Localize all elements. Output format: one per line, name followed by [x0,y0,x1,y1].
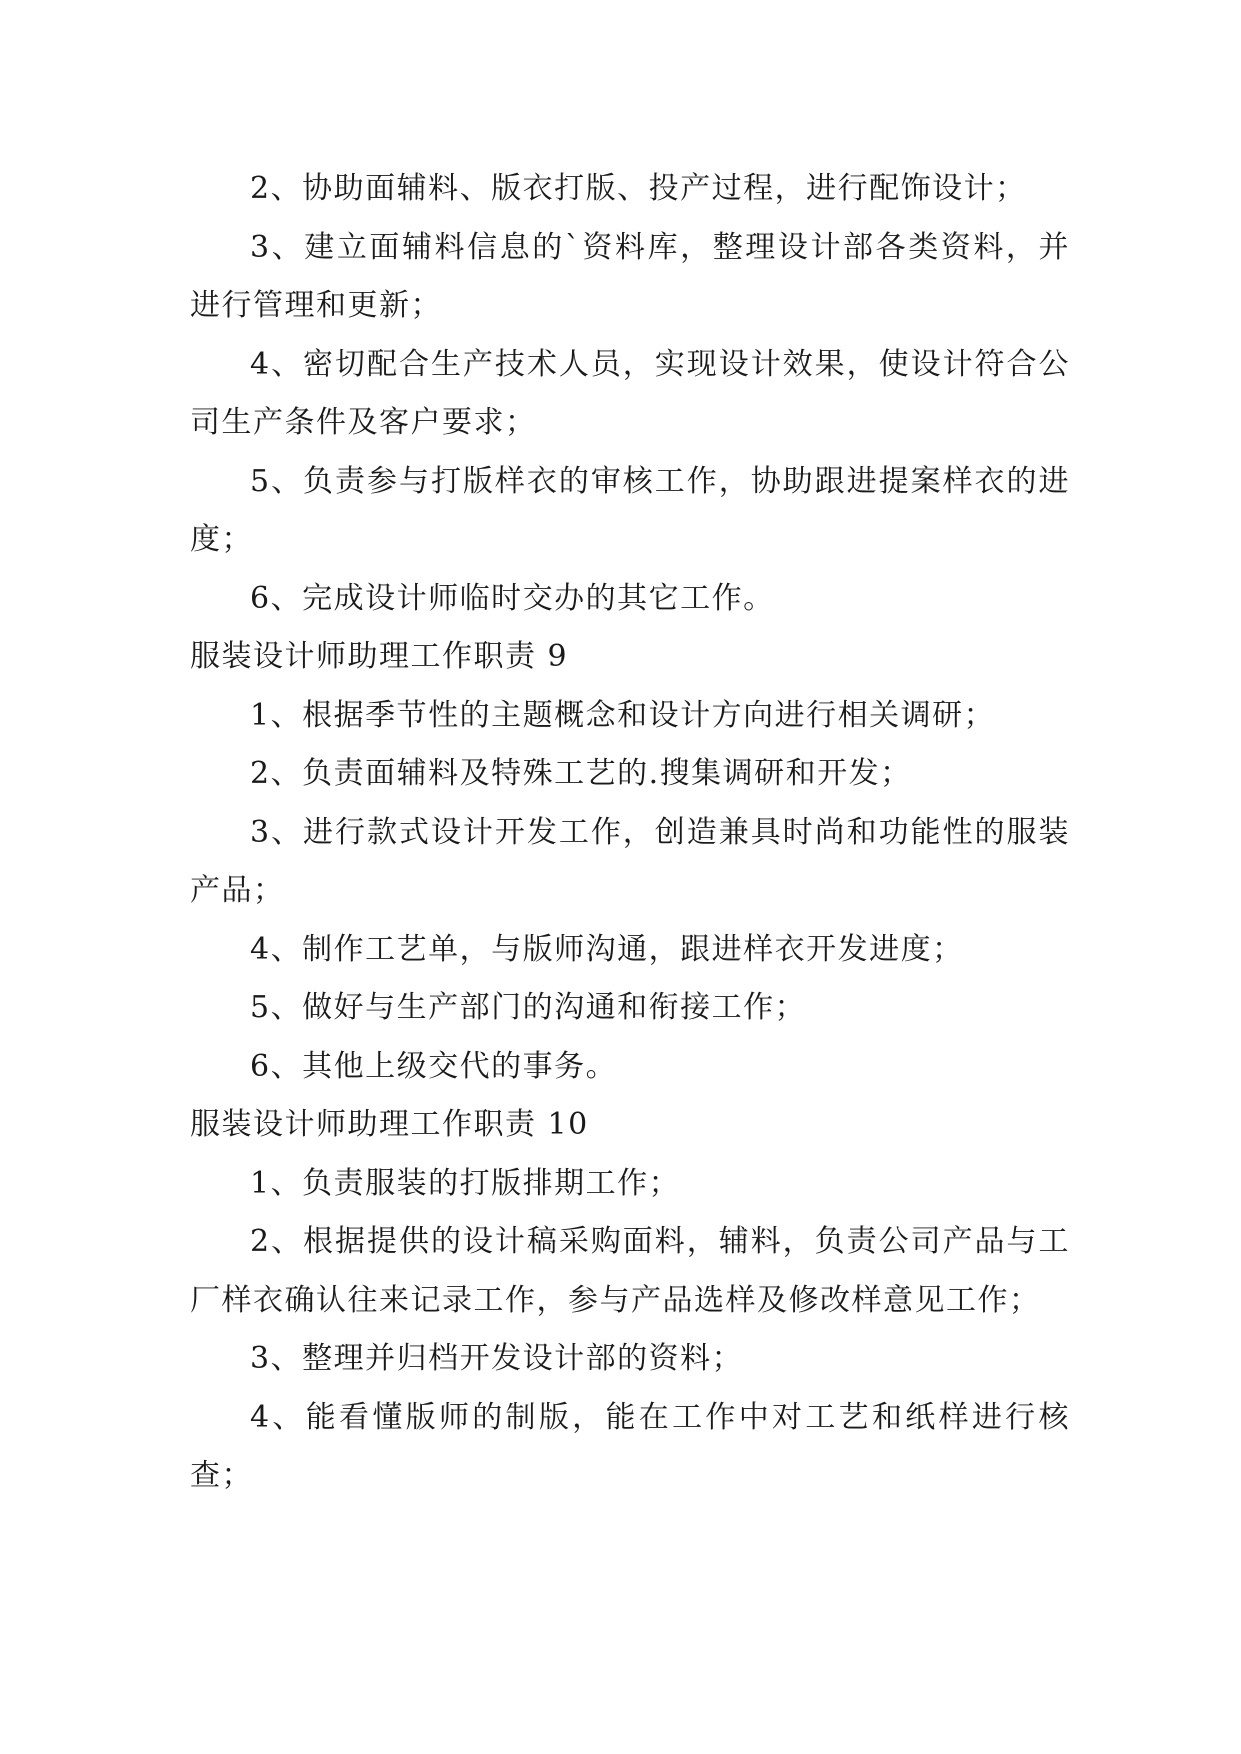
document-body [190,160,1070,1506]
section-heading-9: 服装设计师助理工作职责 9 [190,639,569,674]
list-item: 5、做好与生产部门的沟通和衔接工作； [250,990,807,1025]
paragraph: 6、完成设计师临时交办的其它工作。 [250,580,775,616]
list-item: 2、负责面辅料及特殊工艺的.搜集调研和开发； [250,756,912,791]
list-item: 3、进行款式设计开发工作，创造兼具时尚和功能性的服装产品； [190,814,1070,908]
section-heading-10: 服装设计师助理工作职责 10 [190,1107,589,1142]
list-item: 3、整理并归档开发设计部的资料； [250,1341,744,1376]
paragraph: 4、密切配合生产技术人员，实现设计效果，使设计符合公司生产条件及客户要求； [190,346,1070,440]
paragraph: 5、负责参与打版样衣的审核工作，协助跟进提案样衣的进度； [190,463,1070,557]
list-item: 4、能看懂版师的制版，能在工作中对工艺和纸样进行核查； [190,1399,1070,1493]
list-item: 1、负责服装的打版排期工作； [250,1165,681,1201]
paragraph: 3、建立面辅料信息的`资料库，整理设计部各类资料，并进行管理和更新； [190,229,1070,323]
paragraph: 2、协助面辅料、版衣打版、投产过程，进行配饰设计； [250,171,1027,206]
list-item: 4、制作工艺单，与版师沟通，跟进样衣开发进度； [250,931,964,967]
list-item: 1、根据季节性的主题概念和设计方向进行相关调研； [250,697,996,733]
list-item: 2、根据提供的设计稿采购面料，辅料，负责公司产品与工厂样衣确认往来记录工作，参与产品选样及修改样意见工作； [190,1224,1070,1318]
list-item: 6、其他上级交代的事务。 [250,1048,618,1084]
